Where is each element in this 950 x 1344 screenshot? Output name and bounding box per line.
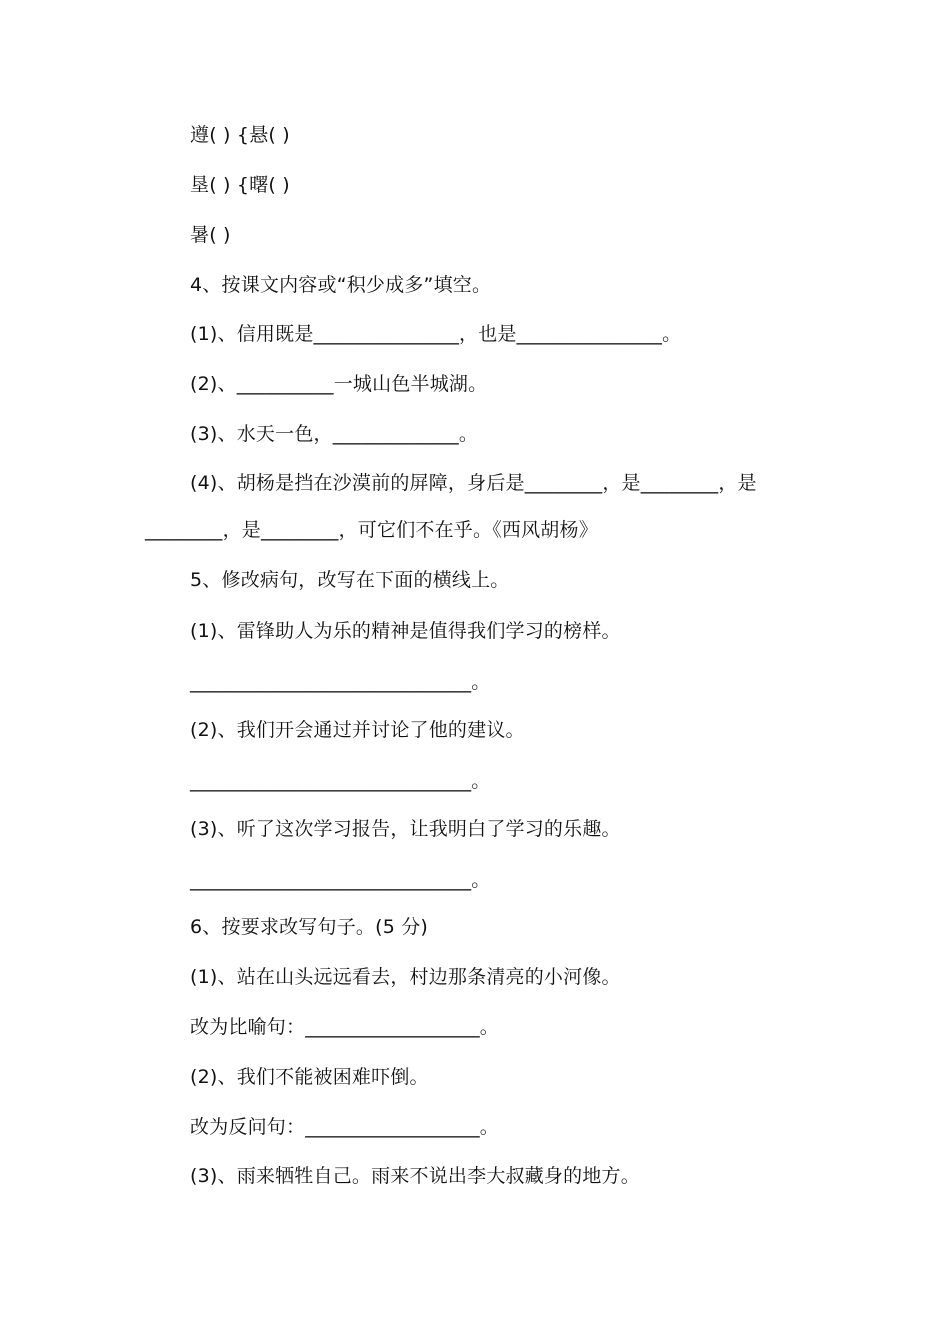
question-5-item-2: (2)、我们开会通过并讨论了他的建议。 [190, 719, 525, 741]
question-5-item-3: (3)、听了这次学习报告，让我明白了学习的乐趣。 [190, 818, 621, 840]
question-4-item-3: (3)、水天一色，_____________。 [190, 423, 479, 445]
question-6-item-1-instruction: 改为比喻句：__________________。 [190, 1016, 500, 1038]
question-6-item-1: (1)、站在山头远远看去，村边那条清亮的小河像。 [190, 966, 621, 988]
question-6-item-2-instruction: 改为反问句：__________________。 [190, 1116, 500, 1138]
question-4-item-1: (1)、信用既是_______________，也是_______________。 [190, 323, 682, 345]
question-5-item-1: (1)、雷锋助人为乐的精神是值得我们学习的榜样。 [190, 620, 621, 642]
char-group-line-2: 垦( ) {曙( ) [190, 174, 290, 196]
question-6-heading: 6、按要求改写句子。(5 分) [190, 916, 429, 938]
char-group-line-1: 遵( ) {悬( ) [190, 124, 290, 146]
question-4-heading: 4、按课文内容或“积少成多”填空。 [190, 274, 492, 296]
question-4-item-4-continued: ________，是________，可它们不在乎。《西风胡杨》 [145, 519, 598, 541]
answer-blank-line: _____________________________。 [190, 869, 491, 891]
answer-blank-line: _____________________________。 [190, 770, 491, 792]
question-6-item-2: (2)、我们不能被困难吓倒。 [190, 1066, 429, 1088]
question-4-item-4: (4)、胡杨是挡在沙漠前的屏障，身后是________，是________，是 [190, 472, 757, 494]
char-group-line-3: 暑( ) [190, 224, 231, 246]
answer-blank-line: _____________________________。 [190, 671, 491, 693]
question-4-item-2: (2)、__________一城山色半城湖。 [190, 373, 488, 395]
question-5-heading: 5、修改病句，改写在下面的横线上。 [190, 569, 510, 591]
question-6-item-3: (3)、雨来牺牲自己。雨来不说出李大叔藏身的地方。 [190, 1165, 640, 1187]
